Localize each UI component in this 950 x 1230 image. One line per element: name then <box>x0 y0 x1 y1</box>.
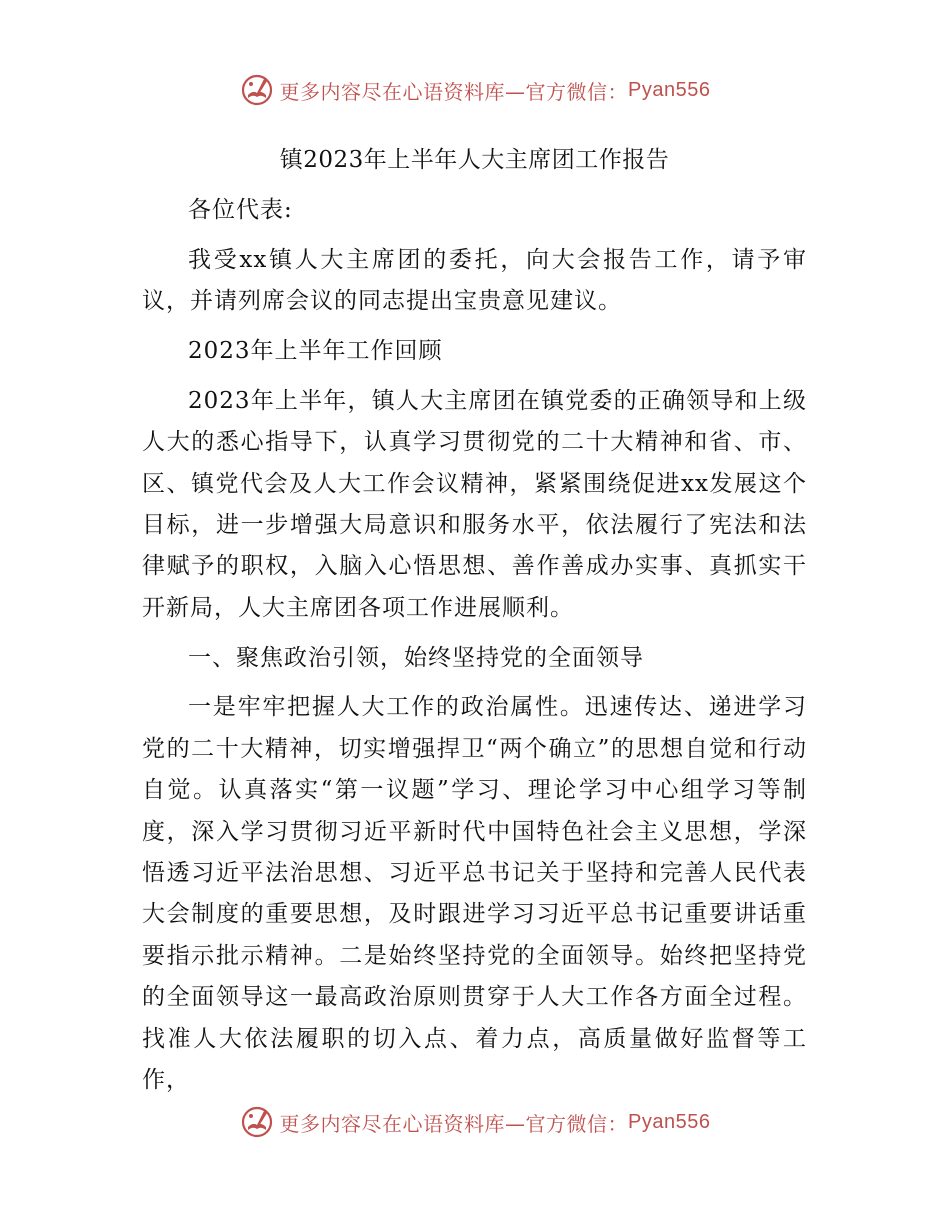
book-pen-logo-icon <box>240 1105 274 1139</box>
watermark-text: 更多内容尽在心语资料库—官方微信： <box>279 79 629 104</box>
watermark-text: 更多内容尽在心语资料库—官方微信： <box>279 1111 629 1136</box>
intro-paragraph: 我受xx镇人大主席团的委托，向大会报告工作，请予审议，并请列席会议的同志提出宝贵意见建议。 <box>142 246 807 315</box>
watermark-footer <box>0 1102 950 1142</box>
watermark-header <box>0 70 950 110</box>
document-body <box>142 138 807 1110</box>
watermark-wechat-id: Pyan556 <box>628 78 711 101</box>
section-review-title: 2023年上半年工作回顾 <box>188 338 443 364</box>
section-one-paragraph: 一是牢牢把握人大工作的政治属性。迅速传达、递进学习党的二十大精神，切实增强捍卫“两个确立”的思想自觉和行动自觉。认真落实“第一议题”学习、理论学习中心组学习等制度，深入学习贯彻习近平新时代中国特色社会主义思想，学深悟透习近平法治思想、习近平总书记关于坚持和完善人民代表大会制度的重要思想，及时跟进学习习近平总书记重要讲话重要指示批示精神。二是始终坚持党的全面领导。始终把坚持党的全面领导这一最高政治原则贯穿于人大工作各方面全过程。找准人大依法履职的切入点、着力点，高质量做好监督等工作， <box>142 694 807 1094</box>
salutation: 各位代表: <box>188 197 293 223</box>
watermark-wechat-id: Pyan556 <box>628 1110 711 1133</box>
book-pen-logo-icon <box>240 73 274 107</box>
section-one-title: 一、聚焦政治引领，始终坚持党的全面领导 <box>188 644 644 671</box>
document-title: 镇2023年上半年人大主席团工作报告 <box>279 147 670 173</box>
review-paragraph: 2023年上半年，镇人大主席团在镇党委的正确领导和上级人大的悉心指导下，认真学习贯彻党的二十大精神和省、市、区、镇党代会及人大工作会议精神，紧紧围绕促进xx发展这个目标，进一步增强大局意识和服务水平，依法履行了宪法和法律赋予的职权，入脑入心悟思想、善作善成办实事、真抓实干开新局，人大主席团各项工作进展顺利。 <box>142 387 807 621</box>
